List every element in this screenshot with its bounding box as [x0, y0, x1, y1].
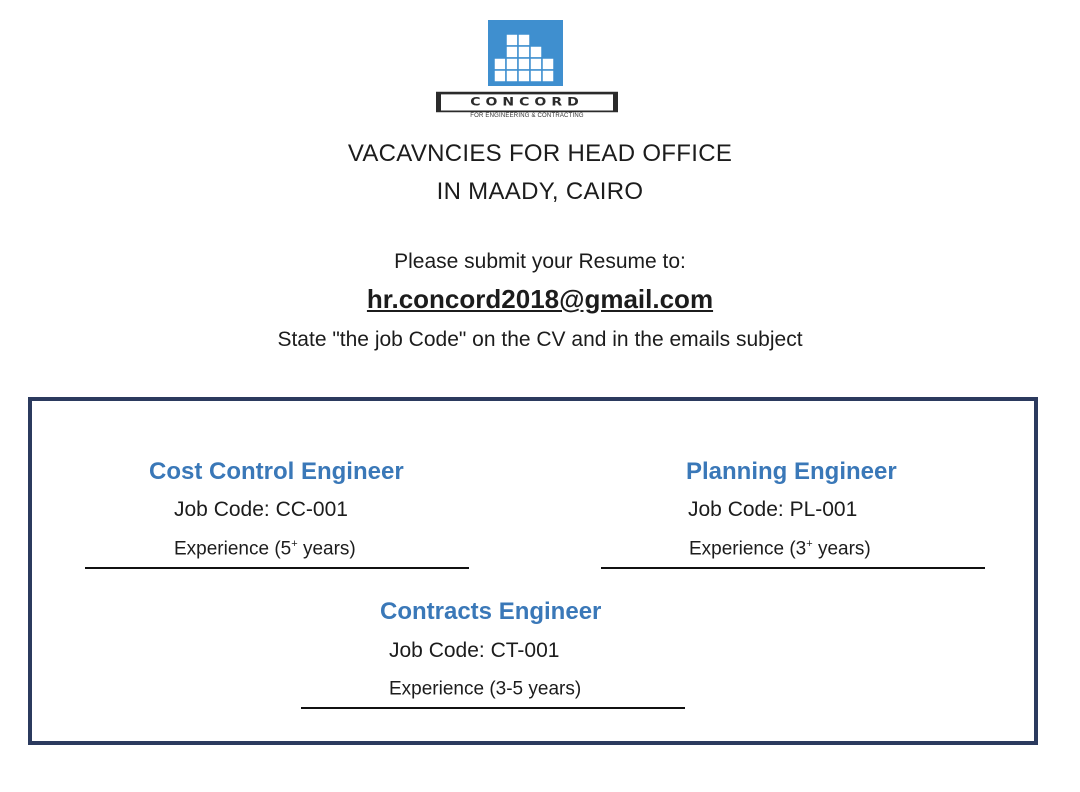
- plus-superscript: +: [291, 538, 298, 550]
- job-code: Job Code: PL-001: [688, 498, 858, 521]
- job-title: Cost Control Engineer: [149, 458, 404, 485]
- job-code-instruction: State "the job Code" on the CV and in the emails subject: [277, 328, 803, 351]
- job-experience: [689, 538, 871, 560]
- job-divider: [301, 707, 685, 709]
- building-blocks-logo-icon: [488, 20, 563, 86]
- email-link[interactable]: hr.concord2018@gmail.com: [366, 284, 714, 314]
- logo-wordmark: CONCORD: [436, 92, 618, 112]
- job-experience: [389, 678, 581, 700]
- submit-prompt: Please submit your Resume to:: [394, 250, 686, 273]
- job-experience-text: Experience (3: [689, 538, 807, 560]
- concord-logo: [436, 20, 618, 122]
- vacancies-frame: [28, 397, 1038, 745]
- job-experience-text: Experience (5: [174, 538, 292, 560]
- job-experience: [174, 538, 356, 560]
- job-divider: [601, 567, 985, 569]
- job-title: Planning Engineer: [686, 458, 897, 485]
- page-title-line-1: VACAVNCIES FOR HEAD OFFICE: [347, 140, 733, 167]
- job-experience-suffix: years): [812, 538, 871, 560]
- email-wrapper: [0, 284, 1080, 315]
- job-title: Contracts Engineer: [380, 598, 602, 625]
- plus-superscript: +: [806, 538, 813, 550]
- page-title-line-2: IN MAADY, CAIRO: [436, 178, 644, 205]
- job-code: Job Code: CT-001: [389, 639, 560, 662]
- job-experience-suffix: years): [297, 538, 356, 560]
- logo-tagline: FOR ENGINEERING & CONTRACTING: [470, 113, 584, 119]
- job-experience-text: Experience (3-5 years): [389, 678, 582, 700]
- job-divider: [85, 567, 469, 569]
- job-code: Job Code: CC-001: [174, 498, 348, 521]
